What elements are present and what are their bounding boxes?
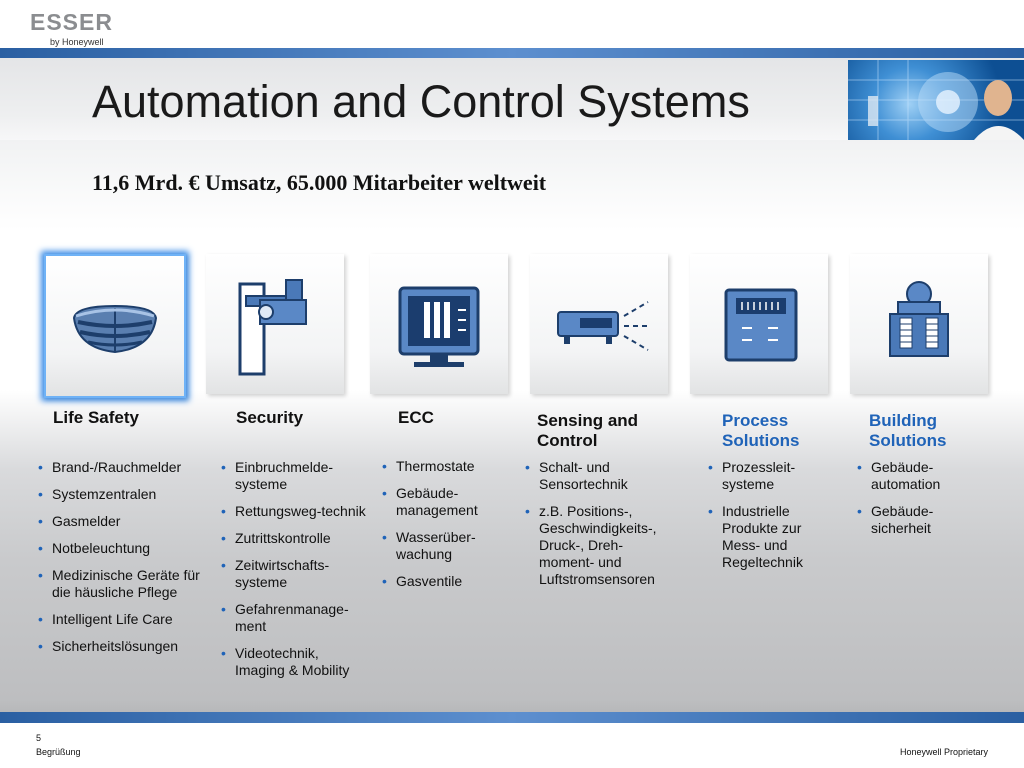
list-item: • Schalt- und Sensortechnik bbox=[525, 459, 675, 493]
list-item: • Prozessleit-systeme bbox=[708, 459, 828, 493]
list-item: • Gebäude-sicherheit bbox=[857, 503, 967, 537]
footer bbox=[0, 723, 1024, 768]
list-item: • Gebäude-management bbox=[382, 485, 510, 519]
card-building-solutions[interactable] bbox=[850, 254, 988, 394]
slide-title: Automation and Control Systems bbox=[92, 76, 750, 127]
card-sensing-control[interactable] bbox=[530, 254, 668, 394]
card-process-solutions[interactable] bbox=[690, 254, 828, 394]
list-item: • Thermostate bbox=[382, 458, 510, 475]
header-photo bbox=[848, 60, 1024, 140]
column-title-building-solutions: Building Solutions bbox=[869, 411, 947, 450]
subtitle: 11,6 Mrd. € Umsatz, 65.000 Mitarbeiter weltweit bbox=[92, 170, 547, 195]
security-camera-icon bbox=[206, 254, 344, 394]
column-title-ecc: ECC bbox=[398, 408, 434, 427]
list-life-safety bbox=[38, 459, 203, 665]
column-title-process-solutions: Process Solutions bbox=[722, 411, 800, 450]
list-item: • z.B. Positions-, Geschwindigkeits-, Druck-, Dreh-moment- und Luftstromsensoren bbox=[525, 503, 675, 588]
list-item: • Zutrittskontrolle bbox=[221, 530, 371, 547]
list-item: • Wasserüber-wachung bbox=[382, 529, 510, 563]
list-item: • Videotechnik, Imaging & Mobility bbox=[221, 645, 371, 679]
logo-brand: ESSER bbox=[30, 9, 113, 35]
top-blue-bar bbox=[0, 48, 1024, 58]
bottom-blue-bar bbox=[0, 712, 1024, 723]
list-security bbox=[221, 459, 371, 689]
list-item: • Gasmelder bbox=[38, 513, 203, 530]
column-title-security: Security bbox=[236, 408, 304, 427]
card-ecc[interactable] bbox=[370, 254, 508, 394]
list-item: • Gasventile bbox=[382, 573, 510, 590]
list-item: • Einbruchmelde-systeme bbox=[221, 459, 371, 493]
building-icon bbox=[850, 254, 988, 394]
list-item: • Rettungsweg-technik bbox=[221, 503, 371, 520]
column-title-life-safety: Life Safety bbox=[53, 408, 139, 427]
list-ecc bbox=[382, 458, 510, 600]
list-item: • Gefahrenmanage-ment bbox=[221, 601, 371, 635]
esser-logo bbox=[30, 9, 113, 47]
list-item: • Medizinische Geräte für die häusliche Pflege bbox=[38, 567, 203, 601]
list-building-solutions bbox=[857, 459, 967, 547]
process-controller-icon bbox=[690, 254, 828, 394]
footer-right-text: Honeywell Proprietary bbox=[899, 747, 988, 757]
smoke-detector-icon bbox=[46, 256, 184, 396]
list-item: • Intelligent Life Care bbox=[38, 611, 203, 628]
card-life-safety[interactable] bbox=[44, 254, 186, 398]
list-sensing-control bbox=[525, 459, 675, 598]
logo-tagline: by Honeywell bbox=[50, 37, 104, 47]
list-item: • Notbeleuchtung bbox=[38, 540, 203, 557]
list-item: • Sicherheitslösungen bbox=[38, 638, 203, 655]
list-item: • Brand-/Rauchmelder bbox=[38, 459, 203, 476]
sensor-icon bbox=[530, 254, 668, 394]
footer-left-text: Begrüßung bbox=[36, 747, 81, 757]
list-item: • Zeitwirtschafts-systeme bbox=[221, 557, 371, 591]
list-process-solutions bbox=[708, 459, 828, 581]
list-item: • Gebäude-automation bbox=[857, 459, 967, 493]
monitor-icon bbox=[370, 254, 508, 394]
card-security[interactable] bbox=[206, 254, 344, 394]
page-number: 5 bbox=[36, 733, 42, 743]
list-item: • Systemzentralen bbox=[38, 486, 203, 503]
list-item: • Industrielle Produkte zur Mess- und Regeltechnik bbox=[708, 503, 828, 571]
column-title-sensing-control: Sensing and Control bbox=[537, 411, 639, 450]
